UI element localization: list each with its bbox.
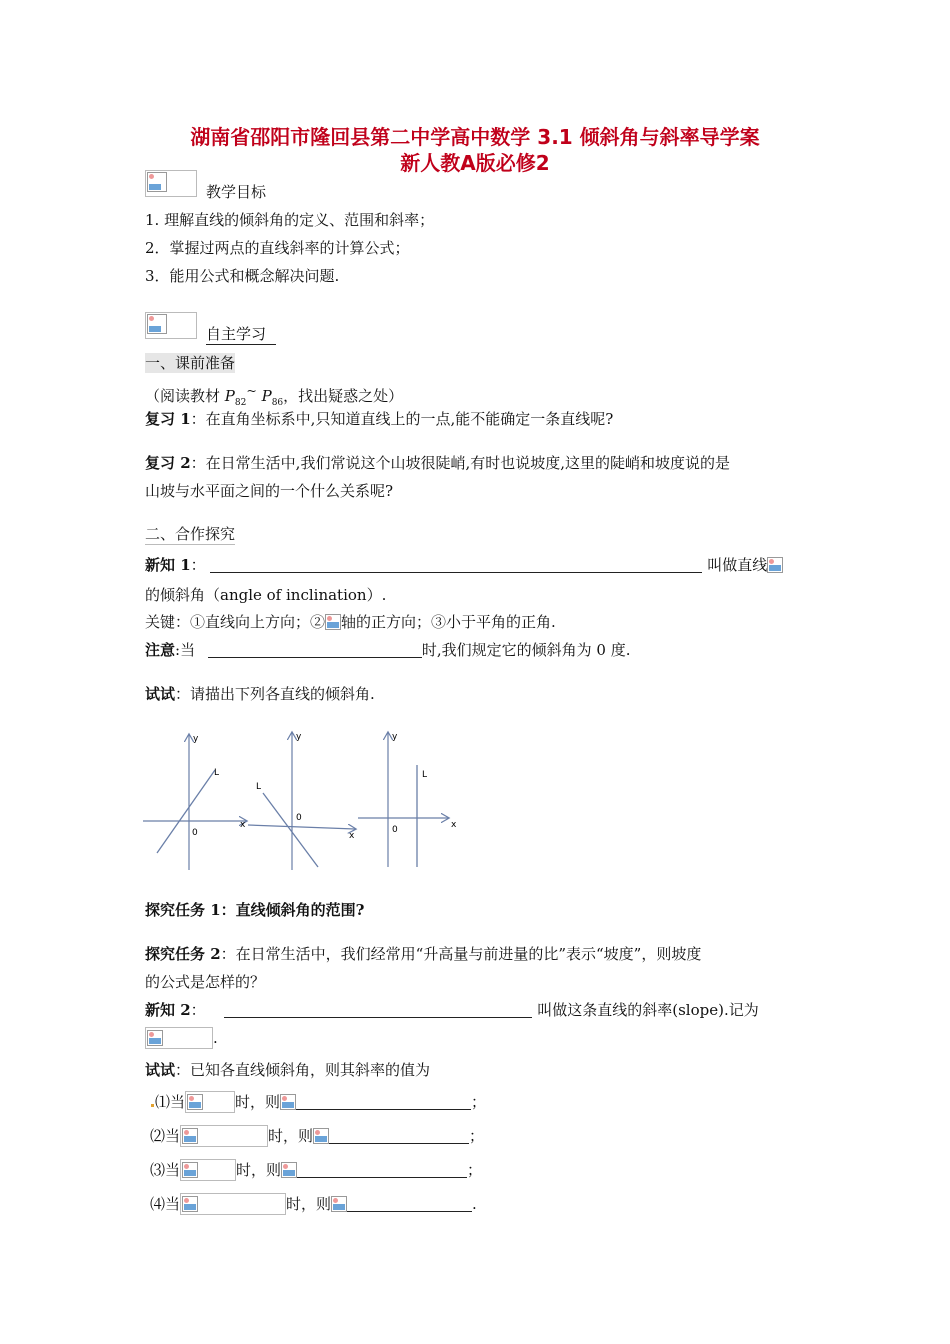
formula-image-placeholder bbox=[185, 1091, 235, 1113]
image-placeholder-icon bbox=[182, 1128, 198, 1144]
case-4: ⑷当 时，则 . bbox=[150, 1195, 477, 1213]
goal-item-2: 2．掌握过两点的直线斜率的计算公式； bbox=[145, 239, 410, 257]
fill-blank[interactable] bbox=[297, 1161, 467, 1178]
graph-1-y-label: y bbox=[193, 734, 199, 744]
case-2: ⑵当 时，则 ； bbox=[150, 1127, 485, 1145]
formula-image-placeholder bbox=[145, 1027, 213, 1049]
formula-image-placeholder bbox=[180, 1159, 236, 1181]
review-1: 复习 1：在直角坐标系中,只知道直线上的一点,能不能确定一条直线呢? bbox=[145, 410, 614, 428]
graph-1-x-label: x bbox=[240, 820, 246, 830]
document-title-line1: 湖南省邵阳市隆回县第二中学高中数学 3.1 倾斜角与斜率导学案 bbox=[190, 125, 760, 149]
try-2: 试试：已知各直线倾斜角，则其斜率的值为 bbox=[145, 1061, 431, 1079]
image-placeholder-icon bbox=[313, 1128, 329, 1144]
graph-3-x-label: x bbox=[451, 820, 457, 830]
image-placeholder-icon bbox=[767, 557, 783, 573]
case-1: ⑴当 时，则 ； bbox=[150, 1091, 486, 1113]
prep-heading: 一、课前准备 bbox=[145, 354, 236, 372]
task-1: 探究任务 1：直线倾斜角的范围? bbox=[145, 901, 365, 919]
image-placeholder-icon bbox=[147, 172, 167, 192]
key-points: 关键：①直线向上方向；② 轴的正方向；③小于平角的正角. bbox=[145, 613, 556, 631]
fill-blank[interactable] bbox=[329, 1127, 469, 1144]
fill-blank[interactable] bbox=[224, 1001, 532, 1018]
document-title-line2: 新人教A版必修2 bbox=[400, 151, 550, 175]
image-placeholder-icon bbox=[325, 614, 341, 630]
fill-blank[interactable] bbox=[347, 1195, 472, 1212]
self-study-heading: 自主学习 bbox=[206, 324, 276, 345]
fill-blank[interactable] bbox=[208, 641, 422, 658]
image-placeholder-icon bbox=[182, 1196, 198, 1212]
try-1: 试试：请描出下列各直线的倾斜角. bbox=[145, 685, 375, 703]
reading-instruction: （阅读教材 $P_{82}^\sim$ $P_{86}$，找出疑惑之处） bbox=[145, 383, 404, 408]
new-knowledge-2: 新知 2： 叫做这条直线的斜率(slope).记为 bbox=[145, 1001, 759, 1019]
self-study-image-placeholder bbox=[145, 312, 197, 339]
fill-blank[interactable] bbox=[296, 1093, 471, 1110]
image-placeholder-icon bbox=[147, 1030, 163, 1046]
task-2: 探究任务 2：在日常生活中，我们经常用“升高量与前进量的比”表示“坡度”，则坡度 bbox=[145, 945, 702, 963]
formula-image-placeholder bbox=[180, 1193, 286, 1215]
formula-image-placeholder bbox=[180, 1125, 268, 1147]
image-placeholder-icon bbox=[182, 1162, 198, 1178]
goal-item-1: 1. 理解直线的倾斜角的定义、范围和斜率； bbox=[145, 211, 435, 229]
explore-heading: 二、合作探究 bbox=[145, 525, 236, 543]
new-knowledge-1: 新知 1： 叫做直线 bbox=[145, 555, 783, 575]
graph-3-l-label: L bbox=[422, 770, 428, 780]
image-placeholder-icon bbox=[187, 1094, 203, 1110]
image-placeholder-icon bbox=[147, 314, 167, 334]
review-2: 复习 2：在日常生活中,我们常说这个山坡很陡峭,有时也说坡度,这里的陡峭和坡度说的是 bbox=[145, 454, 730, 472]
graph-3-y-label: y bbox=[392, 732, 398, 742]
inclination-diagrams bbox=[140, 725, 470, 870]
review-2-cont: 山坡与水平面之间的一个什么关系呢? bbox=[145, 482, 394, 500]
fill-blank[interactable] bbox=[210, 556, 702, 573]
goal-item-3: 3．能用公式和概念解决问题. bbox=[145, 267, 340, 285]
graph-2-origin: 0 bbox=[296, 813, 302, 823]
image-placeholder-icon bbox=[280, 1094, 296, 1110]
graph-2-line-l bbox=[263, 793, 318, 867]
image-placeholder-icon bbox=[331, 1196, 347, 1212]
graph-2-y-label: y bbox=[296, 732, 302, 742]
goals-heading: 教学目标 bbox=[206, 183, 267, 201]
graph-2-x-label: x bbox=[349, 831, 355, 841]
graph-3-origin: 0 bbox=[392, 825, 398, 835]
slope-notation: . bbox=[145, 1027, 218, 1049]
graph-2-l-label: L bbox=[256, 782, 262, 792]
image-placeholder-icon bbox=[281, 1162, 297, 1178]
graph-1-line-l bbox=[157, 770, 215, 853]
case-3: ⑶当 时，则 ； bbox=[150, 1161, 483, 1179]
note: 注意:当 时,我们规定它的倾斜角为 0 度. bbox=[145, 641, 631, 659]
new-knowledge-1-cont: 的倾斜角（angle of inclination）. bbox=[145, 586, 387, 604]
task-2-cont: 的公式是怎样的？ bbox=[145, 973, 266, 991]
graph-1-l-label: L bbox=[214, 768, 220, 778]
graph-1-origin: 0 bbox=[192, 828, 198, 838]
graph-2-x-axis bbox=[248, 825, 355, 829]
goals-image-placeholder bbox=[145, 170, 197, 197]
